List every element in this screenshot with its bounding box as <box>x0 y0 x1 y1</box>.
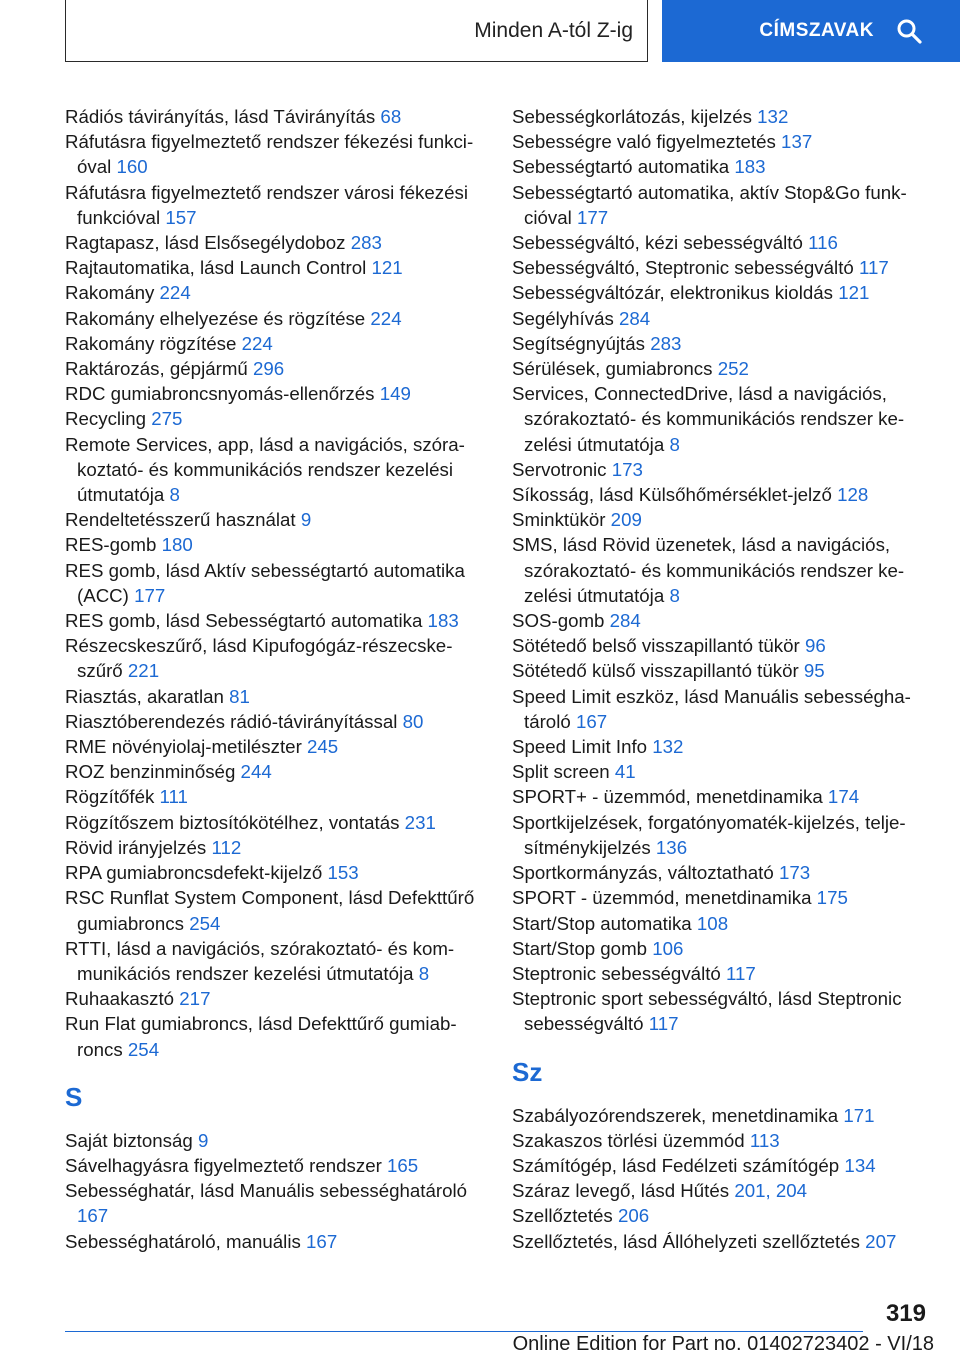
index-entry <box>65 280 485 305</box>
index-entry-page-link[interactable]: 137 <box>781 131 813 153</box>
index-entry <box>512 482 922 507</box>
index-entry-text: Riasztóberendezés rádió-távirányítással <box>65 710 398 732</box>
index-entry-page-link[interactable]: 174 <box>827 786 860 808</box>
index-entry-page-link[interactable]: 252 <box>717 358 749 380</box>
index-entry-page-link[interactable]: 8 <box>418 962 430 984</box>
index-entry-text: Start/Stop automatika <box>512 912 692 934</box>
index-entry-text: SPORT - üzemmód, menetdinamika <box>512 887 812 909</box>
index-entry-text: Sávelhagyásra figyelmeztető rendszer <box>65 1154 382 1176</box>
header-tab-a-z[interactable] <box>65 0 648 62</box>
index-entry <box>65 608 485 633</box>
index-entry-page-link[interactable]: 224 <box>241 332 273 354</box>
index-entry-page-link[interactable]: 244 <box>240 761 272 783</box>
index-entry <box>65 356 485 381</box>
index-entry <box>512 810 922 860</box>
index-entry-text: Saját biztonság <box>65 1129 193 1151</box>
index-entry-text: Sebességkorlátozás, kijelzés <box>512 106 752 127</box>
index-entry-text: Ruhaakasztó <box>65 988 175 1010</box>
index-entry-text: Sebességváltózár, elektronikus kioldás <box>512 282 833 304</box>
index-entry-page-link[interactable]: 128 <box>837 484 869 506</box>
index-entry-page-link[interactable]: 134 <box>844 1154 876 1176</box>
index-entry <box>65 230 485 255</box>
index-entry <box>512 936 922 961</box>
index-entry-text: Sportkijelzések, forgatónyomaték-kijelzés, teljesítménykijelzés <box>512 811 906 858</box>
index-entry-page-link[interactable]: 117 <box>648 1013 679 1035</box>
index-entry <box>65 633 485 683</box>
index-entry-page-link[interactable]: 173 <box>778 862 811 884</box>
index-entry-page-link[interactable]: 95 <box>803 660 825 682</box>
index-entry-page-link[interactable]: 117 <box>858 257 889 279</box>
index-entry <box>65 835 485 860</box>
index-entry-text: Split screen <box>512 761 610 783</box>
index-entry-page-link[interactable]: 167 <box>77 1205 109 1227</box>
index-entry-text: Részecskeszűrő, lásd Kipufogógáz-részecskeszűrő <box>65 635 453 682</box>
index-entry-page-link[interactable]: 81 <box>229 685 250 707</box>
index-entry <box>65 1178 485 1228</box>
index-entry-page-link[interactable]: 177 <box>576 206 609 228</box>
index-entry-text: Sérülések, gumiabroncs <box>512 358 713 380</box>
index-entry-text: Rövid irányjelzés <box>65 836 207 858</box>
index-entry <box>512 129 922 154</box>
index-entry <box>512 381 922 457</box>
index-entry-page-link[interactable]: 153 <box>327 862 359 884</box>
index-entry <box>512 961 922 986</box>
index-entry-text: Rögzítőfék <box>65 786 155 808</box>
index-entry <box>65 180 485 230</box>
index-entry <box>65 1229 485 1254</box>
index-column-left <box>65 104 485 1254</box>
index-entry-text: Szabályozórendszerek, menetdinamika <box>512 1104 839 1126</box>
index-entry <box>512 306 922 331</box>
index-entry-page-link[interactable]: 8 <box>169 484 180 506</box>
index-entry <box>65 532 485 557</box>
index-entry-text: Rajtautomatika, lásd Launch Control <box>65 257 367 279</box>
index-entry <box>512 860 922 885</box>
index-entry-page-link[interactable]: 167 <box>575 710 608 732</box>
index-entry <box>512 104 922 129</box>
index-entry-page-link[interactable]: 180 <box>161 534 193 556</box>
index-entry-page-link[interactable]: 132 <box>652 736 684 758</box>
index-entry <box>512 1128 922 1153</box>
index-entry-page-link[interactable]: 8 <box>669 433 680 455</box>
index-entry <box>512 230 922 255</box>
index-entry-text: Sebességre való figyelmeztetés <box>512 131 776 153</box>
index-entry-text: Rádiós távirányítás, lásd Távirányítás <box>65 106 376 127</box>
index-entry-text: Sebességváltó, Steptronic sebességváltó <box>512 257 854 279</box>
index-entry-text: Steptronic sebességváltó <box>512 962 721 984</box>
index-entry-text: Recycling <box>65 408 147 430</box>
index-entry <box>65 885 485 935</box>
keywords-button[interactable] <box>662 0 960 62</box>
index-entry <box>65 306 485 331</box>
index-entry-text: Szellőztetés <box>512 1205 613 1227</box>
index-entry-text: RES gomb, lásd Aktív sebességtartó automatika (ACC) <box>65 559 465 606</box>
index-entry <box>65 331 485 356</box>
index-entry-text: Síkosság, lásd Külsőhőmérséklet-jelző <box>512 484 832 506</box>
index-entry-page-link[interactable]: 117 <box>726 962 756 984</box>
index-entry <box>512 684 922 734</box>
index-entry-text: Services, ConnectedDrive, lásd a navigációs, szórakoztató- és kommunikációs rendszer kezelési útmutatója <box>512 383 905 455</box>
index-entry <box>65 432 485 508</box>
index-entry-page-link[interactable]: 207 <box>865 1230 897 1252</box>
index-entry <box>512 633 922 658</box>
index-entry-text: Start/Stop gomb <box>512 937 648 959</box>
index-entry-page-link[interactable]: 160 <box>116 156 148 178</box>
index-entry-page-link[interactable]: 121 <box>371 257 403 279</box>
index-entry-text: Sebességtartó automatika, aktív Stop&Go funkcióval <box>512 181 907 228</box>
index-entry <box>65 860 485 885</box>
index-entry-text: Riasztás, akaratlan <box>65 685 224 707</box>
keywords-button-label: CÍMSZAVAK <box>759 20 874 41</box>
index-entry <box>512 658 922 683</box>
index-entry <box>512 986 922 1036</box>
index-entry-text: Sebességtartó automatika <box>512 156 730 178</box>
index-entry-text: Servotronic <box>512 458 607 480</box>
index-entry-page-link[interactable]: 96 <box>804 635 826 657</box>
index-entry-text: Speed Limit Info <box>512 736 648 758</box>
index-entry-page-link[interactable]: 136 <box>655 836 688 858</box>
index-entry-page-link[interactable]: 217 <box>179 988 211 1010</box>
index-entry-page-link[interactable]: 9 <box>198 1129 209 1151</box>
index-entry-page-link[interactable]: 8 <box>669 584 680 606</box>
index-entry-text: Steptronic sport sebességváltó, lásd Steptronic sebességváltó <box>512 988 902 1035</box>
index-entry-text: Sebességhatároló, manuális <box>65 1230 301 1252</box>
index-entry-text: Segítségnyújtás <box>512 332 645 354</box>
index-entry-text: SPORT+ - üzemmód, menetdinamika <box>512 786 823 808</box>
index-entry-text: Sportkormányzás, változtatható <box>512 862 774 884</box>
index-entry-page-link[interactable]: 116 <box>808 232 838 254</box>
index-entry-text: Remote Services, app, lásd a navigációs, szórakoztató- és kommunikációs rendszer kezelési útmutatója <box>65 433 465 506</box>
index-entry <box>65 684 485 709</box>
index-entry-text: Rögzítőszem biztosítókötélhez, vontatás <box>65 811 400 833</box>
index-entry-text: RDC gumiabroncsnyomás-ellenőrzés <box>65 383 375 405</box>
index-entry-page-link[interactable]: 132 <box>757 106 789 127</box>
index-entry <box>512 154 922 179</box>
index-entry-text: Sötétedő belső visszapillantó tükör <box>512 635 800 657</box>
index-entry-text: Raktározás, gépjármű <box>65 358 248 380</box>
header-tab-label: Minden A-tól Z-ig <box>474 18 633 42</box>
index-entry-text: RPA gumiabroncsdefekt-kijelző <box>65 862 323 884</box>
index-entry <box>65 986 485 1011</box>
index-entry <box>65 734 485 759</box>
index-entry-text: Sebességhatár, lásd Manuális sebességhatároló <box>65 1180 468 1202</box>
index-entry <box>65 759 485 784</box>
index-entry-text: Run Flat gumiabroncs, lásd Defekttűrő gumiabroncs <box>65 1013 457 1060</box>
index-entry-page-link[interactable]: 111 <box>159 786 188 808</box>
index-entry <box>512 1229 922 1254</box>
index-entry <box>512 759 922 784</box>
index-entry <box>512 784 922 809</box>
index-entry-page-link[interactable]: 283 <box>350 232 382 254</box>
index-entry <box>65 406 485 431</box>
index-entry <box>65 709 485 734</box>
index-entry-text: Szakaszos törlési üzemmód <box>512 1129 745 1151</box>
index-entry <box>512 507 922 532</box>
page-number: 319 <box>885 1300 926 1327</box>
index-entry-page-link[interactable]: 183 <box>427 610 459 632</box>
index-entry-page-link[interactable]: 171 <box>843 1104 875 1126</box>
index-entry-text: Száraz levegő, lásd Hűtés <box>512 1180 730 1202</box>
index-entry-page-link[interactable]: 177 <box>134 584 166 606</box>
index-entry-text: Rakomány <box>65 282 155 304</box>
index-entry <box>512 608 922 633</box>
index-entry-text: Ragtapasz, lásd Elsősegélydoboz <box>65 232 346 254</box>
index-entry-text: Szellőztetés, lásd Állóhelyzeti szellőztetés <box>512 1230 860 1252</box>
index-entry-page-link[interactable]: 9 <box>300 509 312 531</box>
index-entry-page-link[interactable]: 284 <box>619 307 651 329</box>
index-entry-text: Rakomány rögzítése <box>65 332 237 354</box>
index-entry-page-link[interactable]: 224 <box>159 282 191 304</box>
search-icon <box>896 18 922 44</box>
index-entry-text: Ráfutásra figyelmeztető rendszer városi fékezési funkcióval <box>65 181 468 228</box>
index-entry-page-link[interactable]: 175 <box>816 887 848 909</box>
index-entry-page-link[interactable]: 275 <box>151 408 183 430</box>
index-entry-text: Sminktükör <box>512 509 606 531</box>
index-entry-text: Rakomány elhelyezése és rögzítése <box>65 307 366 329</box>
index-entry-page-link[interactable]: 121 <box>838 282 870 304</box>
index-entry <box>512 911 922 936</box>
section-letter-s: S <box>65 1081 83 1112</box>
index-entry <box>65 1153 485 1178</box>
index-entry-text: RES-gomb <box>65 534 157 556</box>
index-entry-page-link[interactable]: 80 <box>402 710 424 732</box>
index-entry-page-link[interactable]: 206 <box>617 1205 650 1227</box>
footer-edition-text: Online Edition for Part no. 01402723402 - VI/18 <box>512 1333 934 1355</box>
index-entry <box>512 255 922 280</box>
index-entry-text: Sötétedő külső visszapillantó tükör <box>512 660 799 682</box>
index-entry-page-link[interactable]: 106 <box>652 937 684 959</box>
index-entry-page-link[interactable]: 173 <box>611 458 643 480</box>
index-column-right <box>512 104 922 1254</box>
index-entry-page-link[interactable]: 183 <box>734 156 766 178</box>
index-entry-text: RSC Runflat System Component, lásd Defekttűrő gumiabroncs <box>65 887 475 934</box>
index-entry <box>512 356 922 381</box>
index-entry <box>512 532 922 608</box>
index-entry <box>65 507 485 532</box>
footer-divider <box>65 1331 863 1332</box>
index-entry <box>512 1203 922 1228</box>
index-entry <box>65 1011 485 1061</box>
index-entry-page-link[interactable]: 254 <box>189 912 221 934</box>
index-entry-text: RTTI, lásd a navigációs, szórakoztató- és kommunikációs rendszer kezelési útmutatója <box>65 937 455 984</box>
index-entry-page-link[interactable]: 231 <box>404 811 436 833</box>
index-entry-page-link[interactable]: 209 <box>610 509 642 531</box>
index-entry-page-link[interactable]: 112 <box>211 836 242 858</box>
index-entry-text: RME növényiolaj-metilészter <box>65 736 302 758</box>
index-entry-page-link[interactable]: 41 <box>614 761 636 783</box>
index-entry-page-link[interactable]: 165 <box>387 1154 419 1176</box>
index-entry <box>65 810 485 835</box>
index-entry <box>512 331 922 356</box>
index-entry-text: ROZ benzinminőség <box>65 761 236 783</box>
index-entry-text: RES gomb, lásd Sebességtartó automatika <box>65 610 423 632</box>
index-entry <box>512 1178 922 1203</box>
index-entry-page-link[interactable]: 149 <box>379 383 411 405</box>
index-entry-text: Ráfutásra figyelmeztető rendszer fékezési funkcióval <box>65 131 474 178</box>
index-entry-page-link[interactable]: 221 <box>127 660 160 682</box>
index-entry-page-link[interactable]: 224 <box>370 307 402 329</box>
index-entry <box>512 885 922 910</box>
index-entry-text: Rendeltetésszerű használat <box>65 509 296 531</box>
index-entry-page-link[interactable]: 167 <box>306 1230 338 1252</box>
index-entry <box>65 104 485 129</box>
index-entry-page-link[interactable]: 296 <box>253 358 285 380</box>
index-entry <box>512 734 922 759</box>
index-entry-text: SMS, lásd Rövid üzenetek, lásd a navigációs, szórakoztató- és kommunikációs rendszer kezelési útmutatója <box>512 534 905 606</box>
index-entry <box>512 180 922 230</box>
index-entry <box>512 457 922 482</box>
index-entry <box>65 255 485 280</box>
index-entry <box>65 1128 485 1153</box>
index-entry-page-link[interactable]: 113 <box>749 1129 780 1151</box>
index-entry-page-link[interactable]: 283 <box>650 332 682 354</box>
index-entry <box>512 1153 922 1178</box>
index-entry <box>65 129 485 179</box>
index-entry-page-link[interactable]: 68 <box>380 106 402 127</box>
index-entry-page-link[interactable]: 254 <box>127 1038 160 1060</box>
index-entry-text: SOS-gomb <box>512 610 605 632</box>
index-entry <box>512 1103 922 1128</box>
index-entry-text: Speed Limit eszköz, lásd Manuális sebességhatároló <box>512 685 911 732</box>
index-entry-text: Segélyhívás <box>512 307 614 329</box>
index-entry <box>65 381 485 406</box>
index-entry-page-link[interactable]: 108 <box>696 912 729 934</box>
index-entry <box>65 784 485 809</box>
index-entry-text: Sebességváltó, kézi sebességváltó <box>512 232 803 254</box>
index-entry-text: Számítógép, lásd Fedélzeti számítógép <box>512 1154 840 1176</box>
index-entry-page-link[interactable]: 245 <box>307 736 339 758</box>
index-entry-page-link[interactable]: 157 <box>165 206 197 228</box>
index-entry <box>65 558 485 608</box>
index-entry <box>512 280 922 305</box>
section-letter-sz: Sz <box>512 1056 543 1087</box>
index-entry-page-link[interactable]: 201, 204 <box>734 1180 808 1202</box>
index-entry <box>65 936 485 986</box>
index-entry-page-link[interactable]: 284 <box>609 610 641 632</box>
